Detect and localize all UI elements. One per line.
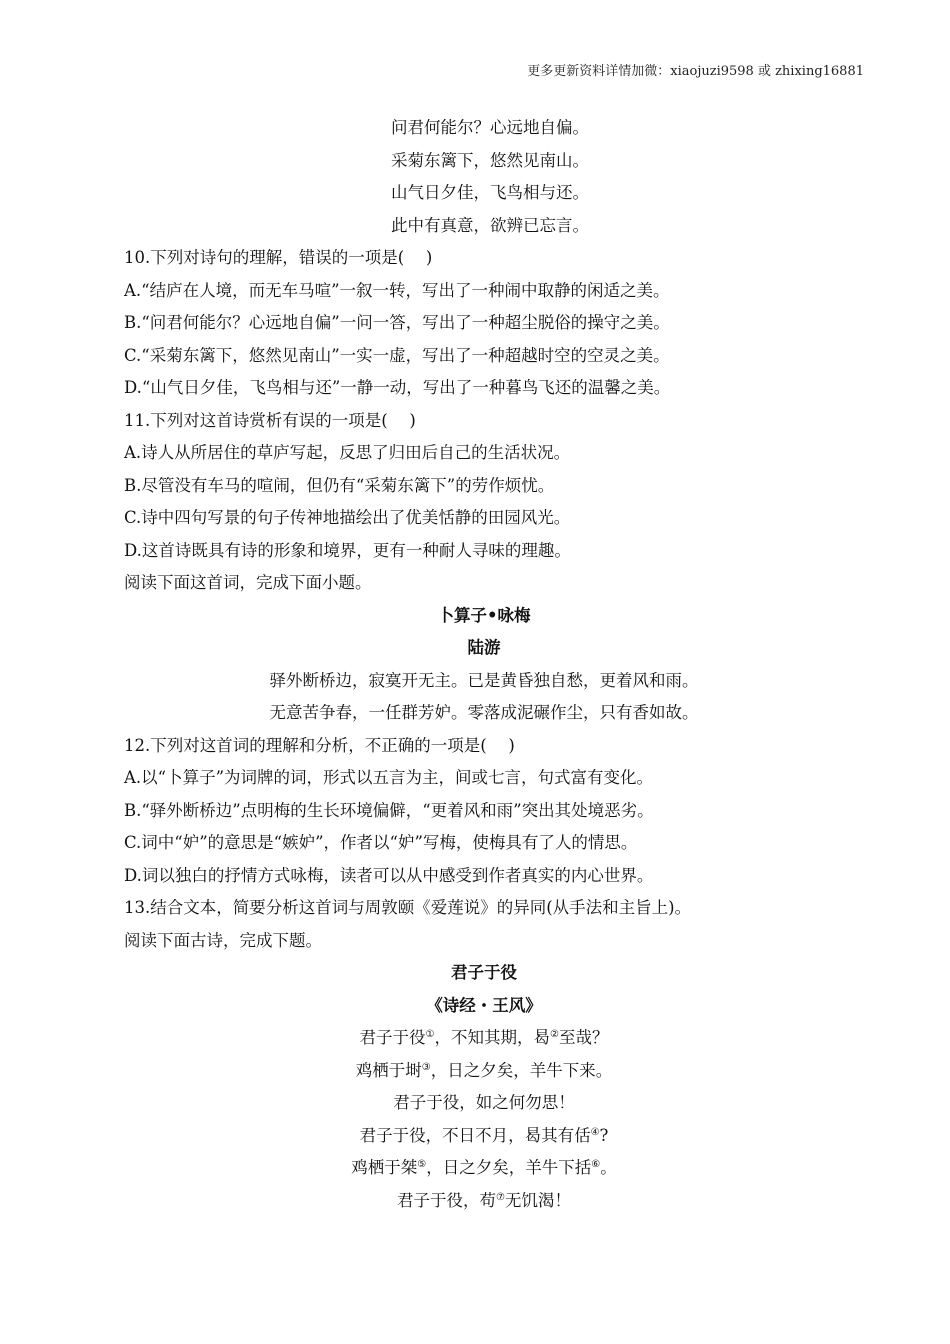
question-12-option-a: A.以“卜算子”为词牌的词，形式以五言为主，间或七言，句式富有变化。 bbox=[124, 768, 654, 787]
poem-text: ，日之夕矣，羊牛下来。 bbox=[430, 1060, 613, 1080]
question-13-stem: 13.结合文本，简要分析这首词与周敦颐《爱莲说》的异同(从手法和主旨上)。 bbox=[124, 898, 692, 917]
poem-line: 此中有真意，欲辨已忘言。 bbox=[391, 215, 589, 235]
question-10-stem: 10.下列对诗句的理解，错误的一项是( ) bbox=[124, 248, 433, 267]
poem3-line-3: 君子于役，如之何勿思！ bbox=[393, 1093, 575, 1112]
poem3-line-1 bbox=[124, 1022, 844, 1055]
question-10-option-d: D.“山气日夕佳，飞鸟相与还”一静一动，写出了一种暮鸟飞还的温馨之美。 bbox=[124, 378, 671, 397]
question-10-option-b: B.“问君何能尔？心远地自偏”一问一答，写出了一种超尘脱俗的操守之美。 bbox=[124, 313, 670, 332]
ci-line: 无意苦争春，一任群芳妒。零落成泥碾作尘，只有香如故。 bbox=[269, 703, 699, 722]
footnote-marker: ⑦ bbox=[496, 1191, 505, 1203]
footnote-marker: ① bbox=[425, 1029, 435, 1040]
poem3-title: 君子于役 bbox=[451, 963, 517, 982]
poem-text: 君子于役，不日不月，曷其有佸 bbox=[359, 1125, 591, 1145]
poem-text: 。 bbox=[600, 1158, 617, 1177]
poem3-line-2 bbox=[124, 1055, 844, 1088]
footnote-marker: ⑥ bbox=[591, 1159, 601, 1170]
poem-text: 至哉？ bbox=[558, 1028, 609, 1047]
poem-text: 无饥渴！ bbox=[504, 1190, 571, 1210]
poem-text: 鸡栖于埘 bbox=[355, 1060, 422, 1080]
poem-text: ，不知其期，曷 bbox=[434, 1028, 550, 1047]
question-11-option-a: A.诗人从所居住的草庐写起，反思了归田后自己的生活状况。 bbox=[124, 443, 571, 462]
poem-text: ，日之夕矣，羊牛下括 bbox=[426, 1158, 592, 1177]
poem-line: 采菊东篱下，悠然见南山。 bbox=[391, 150, 589, 170]
reading-instruction: 阅读下面古诗，完成下题。 bbox=[124, 930, 322, 950]
question-10-option-c: C.“采菊东篱下，悠然见南山”一实一虚，写出了一种超越时空的空灵之美。 bbox=[124, 345, 670, 365]
question-11-option-b: B.尽管没有车马的喧闹，但仍有“采菊东篱下”的劳作烦忧。 bbox=[124, 475, 555, 495]
reading-instruction: 阅读下面这首词，完成下面小题。 bbox=[124, 573, 372, 592]
poem3-line-4 bbox=[124, 1120, 844, 1153]
question-11-option-c: C.诗中四句写景的句子传神地描绘出了优美恬静的田园风光。 bbox=[124, 508, 571, 527]
question-12-stem: 12.下列对这首词的理解和分析，不正确的一项是( ) bbox=[124, 735, 515, 755]
poem3-line-6 bbox=[124, 1185, 844, 1218]
ci-title: 卜算子•咏梅 bbox=[437, 605, 531, 625]
ci-author: 陆游 bbox=[467, 638, 501, 657]
question-12-option-b: B.“驿外断桥边”点明梅的生长环境偏僻，“更着风和雨”突出其处境恶劣。 bbox=[124, 800, 654, 820]
poem-text: ? bbox=[599, 1125, 609, 1145]
question-11-stem: 11.下列对这首诗赏析有误的一项是( ) bbox=[124, 410, 416, 430]
question-12-option-d: D.词以独白的抒情方式咏梅，读者可以从中感受到作者真实的内心世界。 bbox=[124, 865, 654, 885]
poem3-line-5 bbox=[124, 1152, 844, 1185]
poem-line: 山气日夕佳，飞鸟相与还。 bbox=[391, 183, 589, 202]
footnote-marker: ⑤ bbox=[417, 1159, 427, 1170]
question-11-option-d: D.这首诗既具有诗的形象和境界，更有一种耐人寻味的理趣。 bbox=[124, 540, 571, 560]
question-10-option-a: A.“结庐在人境，而无车马喧”一叙一转，写出了一种闹中取静的闲适之美。 bbox=[124, 280, 670, 300]
header-promo: 更多更新资料详情加微：xiaojuzi9598 或 zhixing16881 bbox=[527, 64, 864, 79]
poem-line: 问君何能尔？心远地自偏。 bbox=[391, 118, 589, 137]
question-12-option-c: C.词中“妒”的意思是“嫉妒”，作者以“妒”写梅，使梅具有了人的情思。 bbox=[124, 833, 638, 852]
document-body bbox=[124, 112, 844, 1217]
poem-text: 君子于役 bbox=[359, 1028, 426, 1047]
footnote-marker: ③ bbox=[421, 1061, 431, 1073]
poem-text: 鸡栖于桀 bbox=[351, 1158, 418, 1177]
footnote-marker: ② bbox=[550, 1029, 559, 1040]
poem3-source: 《诗经・王风》 bbox=[426, 995, 542, 1015]
ci-line: 驿外断桥边，寂寞开无主。已是黄昏独自愁，更着风和雨。 bbox=[269, 670, 699, 690]
footnote-marker: ④ bbox=[590, 1126, 600, 1138]
poem-text: 君子于役，苟 bbox=[397, 1190, 497, 1210]
